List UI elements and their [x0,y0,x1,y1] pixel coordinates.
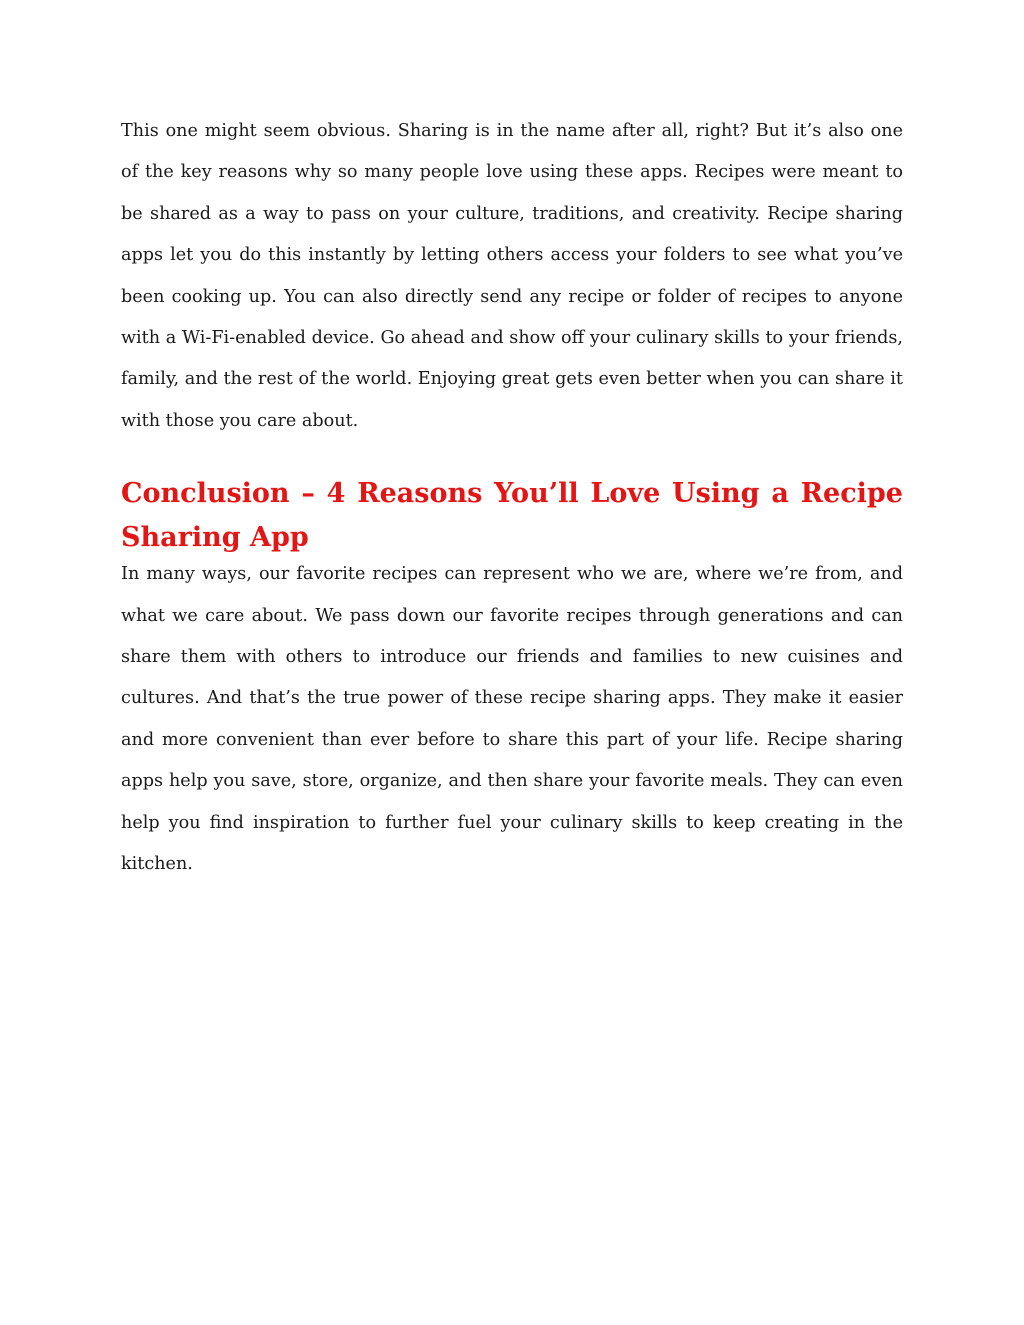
conclusion-paragraph: In many ways, our favorite recipes can represent who we are, where we’re from, and what we care about. We pass down our favorite recipes through generations and can share them with others to introduce our friends and families to new cuisines and cultures. And that’s the true power of these recipe sharing apps. They make it easier and more convenient than ever before to share this part of your life. Recipe sharing apps help you save, store, organize, and then share your favorite meals. They can even help you find inspiration to further fuel your culinary skills to keep creating in the kitchen. [121,564,903,875]
page-content [121,111,903,886]
intro-paragraph: This one might seem obvious. Sharing is in the name after all, right? But it’s also one of the key reasons why so many people love using these apps. Recipes were meant to be shared as a way to pass on your culture, traditions, and creativity. Recipe sharing apps let you do this instantly by letting others access your folders to see what you’ve been cooking up. You can also directly send any recipe or folder of recipes to anyone with a Wi-Fi-enabled device. Go ahead and show off your culinary skills to your friends, family, and the rest of the world. Enjoying great gets even better when you can share it with those you care about. [121,121,903,431]
conclusion-heading: Conclusion – 4 Reasons You’ll Love Using a Recipe Sharing App [121,478,903,554]
